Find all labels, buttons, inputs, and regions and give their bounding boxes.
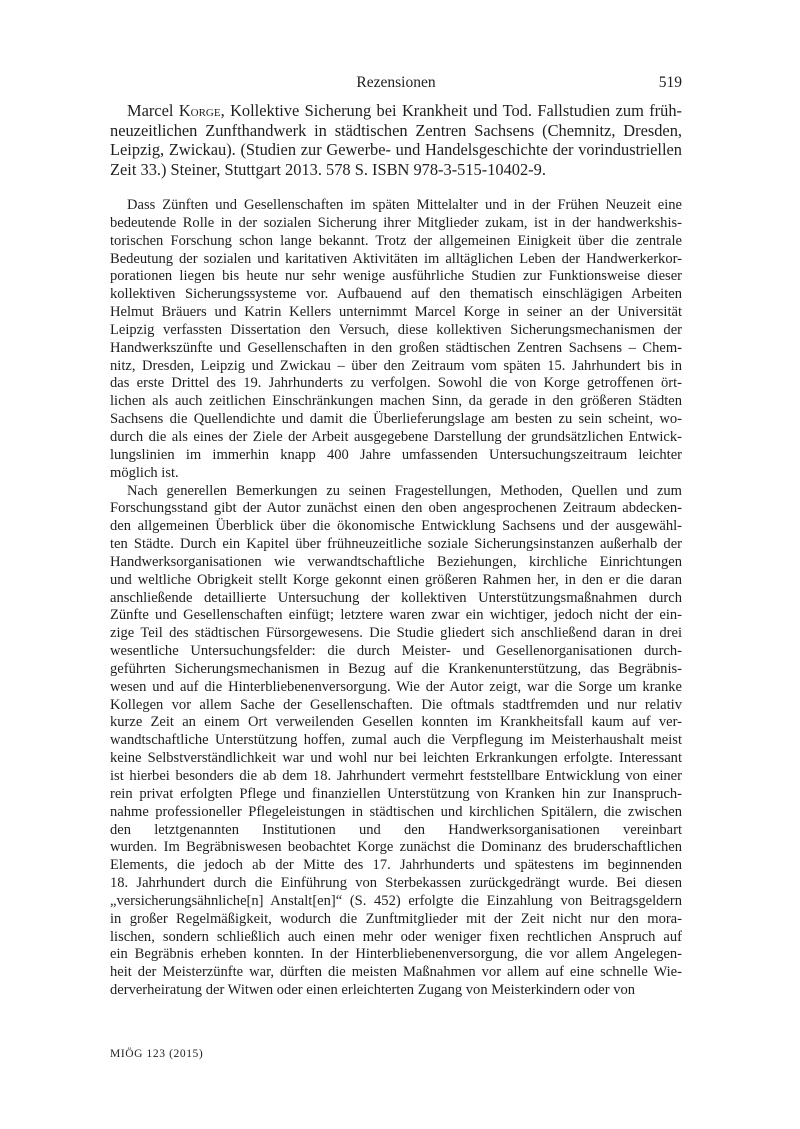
- paragraph-line: ten Städte. Durch ein Kapitel über frühneuzeitliche soziale Sicherungsinstanzen außerhalb der: [110, 536, 682, 553]
- paragraph-line: Kollegen vor allem Sache der Gesellenschaften. Die oftmals stadtfremden und nur relativ: [110, 696, 682, 713]
- paragraph-line: Leipzig verfassten Dissertation den Versuch, diese kollektiven Sicherungsmechanismen der: [110, 321, 682, 338]
- paragraph-line: wandtschaftliche Unterstützung hoffen, zumal auch die Verpflegung im Meisterhaushalt meist: [110, 732, 682, 749]
- citation-line: Leipzig, Zwickau). (Studien zur Gewerbe- und Handelsgeschichte der vorindustriellen: [110, 140, 682, 160]
- paragraph-line: anschließende detaillierte Untersuchung der kollektiven Unterstützungsmaßnahmen durch: [110, 589, 682, 606]
- paragraph-line: ist hierbei besonders die ab dem 18. Jahrhundert vermehrt feststellbare Entwicklung von einer: [110, 768, 682, 784]
- paragraph-line: zige Teil des städtischen Fürsorgewesens. Die Studie gliedert sich anschließend daran in drei: [110, 625, 682, 642]
- paragraph-line: nitz, Dresden, Leipzig und Zwickau – über den Zeitraum vom späten 15. Jahrhundert bis in: [110, 357, 682, 374]
- paragraph-line: Elements, die jedoch ab der Mitte des 17. Jahrhunderts und spätestens im beginnenden: [110, 857, 682, 874]
- paragraph-line: möglich ist.: [110, 464, 179, 481]
- paragraph-line: 18. Jahrhundert durch die Einführung von Sterbekassen zurückgedrängt wurde. Bei diesen: [110, 875, 682, 892]
- paragraph: [110, 197, 682, 483]
- paragraph-line: geführten Sicherungsmechanismen in Bezug auf die Krankenunterstützung, das Begräbnis-: [110, 660, 682, 677]
- paragraph-line: den allgemeinen Überblick über die ökonomische Entwicklung Sachsens und der ausgewähl-: [110, 518, 682, 535]
- paragraph-line: Bedeutung der sozialen und karitativen Aktivitäten im alltäglichen Leben der Handwerkerkor-: [110, 250, 682, 267]
- paragraph-line: durch die als eines der Ziele der Arbeit ausgegebene Darstellung der grundsätzlichen Entwick-: [110, 428, 682, 445]
- paragraph-line: Helmut Bräuers und Katrin Kellers unternimmt Marcel Korge in seiner an der Universität: [110, 304, 682, 321]
- paragraph-line: und weltliche Obrigkeit stellt Korge gekonnt einen größeren Rahmen her, in den er die daran: [110, 571, 682, 588]
- paragraph-line: Zünfte und Gesellenschaften einfügt; letztere waren zwar ein wichtiger, jedoch nicht der ein-: [110, 607, 682, 624]
- paragraph-line: porationen liegen bis heute nur sehr wenige ausführliche Studien zur Funktionsweise dieser: [110, 268, 682, 285]
- paragraph-line: keine Selbstverständlichkeit war und wohl nur bei leichten Erkrankungen erfolgte. Interessant: [110, 750, 682, 767]
- citation-line: Zeit 33.) Steiner, Stuttgart 2013. 578 S. ISBN 978-3-515-10402-9.: [110, 159, 546, 179]
- paragraph-line: lischen, sondern schließlich auch einen mehr oder weniger fixen rechtlichen Anspruch auf: [110, 928, 682, 945]
- paragraph-line: kollektiven Sicherungssysteme vor. Aufbauend auf den thematisch einschlägigen Arbeiten: [110, 286, 682, 303]
- citation-author-forename: Marcel: [127, 101, 179, 120]
- paragraph-line: den letztgenannten Institutionen und den Handwerksorganisationen vereinbart: [110, 821, 682, 838]
- citation-title-text: , Kollektive Sicherung bei Krankheit und Tod. Fallstudien zum früh-: [220, 101, 682, 120]
- paragraph-line: das erste Drittel des 19. Jahrhunderts zu verfolgen. Sowohl die von Korge getroffenen ört-: [110, 375, 682, 392]
- paragraph-line: heit der Meisterzünfte war, dürften die meisten Maßnahmen vor allem auf eine schnelle Wie-: [110, 964, 682, 981]
- paragraph-line: derverheiratung der Witwen oder einen erleichterten Zugang von Meisterkindern oder von: [110, 982, 636, 999]
- paragraph-line: lungslinien im immerhin knapp 400 Jahre umfassenden Untersuchungszeitraum leichter: [110, 446, 682, 463]
- paragraph-line: lichen als auch zeitlichen Einschränkungen machen Sinn, da gerade in den größeren Städten: [110, 393, 682, 410]
- paragraph-line: Nach generellen Bemerkungen zu seinen Fragestellungen, Methoden, Quellen und zum: [127, 482, 682, 499]
- paragraph-line: Handwerkszünfte und Gesellenschaften in den großen städtischen Zentren Sachsens – Chem-: [110, 339, 682, 356]
- running-title: Rezensionen: [356, 74, 436, 91]
- paragraph-line: Sachsens die Quellendichte und damit die Überlieferungslage am besten zu sein scheint, wo-: [110, 411, 682, 428]
- paragraph: [110, 483, 682, 1000]
- review-citation: [110, 101, 682, 179]
- paragraph-line: torischen Forschung schon lange bekannt. Trotz der allgemeinen Einigkeit über die zentrale: [110, 232, 682, 249]
- citation-line: neuzeitlichen Zunfthandwerk in städtischen Zentren Sachsens (Chemnitz, Dresden,: [110, 120, 682, 140]
- citation-author-surname: Korge: [178, 101, 221, 120]
- review-body: [110, 197, 682, 1000]
- paragraph-line: „versicherungsähnliche[n] Anstalt[en]“ (S. 452) erfolgte die Einzahlung von Beitragsgeldern: [110, 892, 682, 909]
- paragraph-line: Handwerksorganisationen wie verwandtschaftliche Beziehungen, kirchliche Einrichtungen: [110, 553, 682, 570]
- citation-line: [110, 101, 682, 121]
- paragraph-line: Dass Zünften und Gesellenschaften im späten Mittelalter und in der Frühen Neuzeit eine: [127, 197, 682, 213]
- paragraph-line: bedeutende Rolle in der sozialen Sicherung ihrer Mitglieder zukam, ist in der handwerkshis-: [110, 214, 682, 231]
- journal-footer: MIÖG 123 (2015): [110, 1048, 204, 1060]
- paragraph-line: ein Begräbnis erheben konnten. In der Hinterbliebenenversorgung, die vor allem Angelegen-: [110, 946, 682, 963]
- paragraph-line: wesen und auf die Hinterbliebenenversorgung. Wie der Autor zeigt, war die Sorge um kranke: [110, 678, 682, 695]
- page-number: 519: [658, 74, 682, 91]
- running-head: [110, 74, 682, 96]
- paragraph-line: kurze Zeit an einem Ort verweilenden Gesellen konnten im Krankheitsfall kaum auf ver-: [110, 714, 682, 731]
- paragraph-line: Forschungsstand gibt der Autor zunächst einen den oben angesprochenen Zeitraum abdecken-: [110, 500, 682, 517]
- paragraph-line: nahme professioneller Pflegeleistungen in städtischen und kirchlichen Spitälern, die zwischen: [110, 803, 682, 820]
- paragraph-line: rein privat erfolgten Pflege und finanziellen Unterstützung von Kranken hin zur Inanspruch-: [110, 785, 682, 802]
- paragraph-line: wesentliche Untersuchungsfelder: die durch Meister- und Gesellenorganisationen durch-: [110, 643, 682, 660]
- paragraph-line: wurden. Im Begräbniswesen beobachtet Korge zunächst die Dominanz des bruderschaftlichen: [110, 839, 682, 856]
- paragraph-line: in großer Regelmäßigkeit, wodurch die Zunftmitglieder mit der Zeit nicht nur den mora-: [110, 910, 682, 927]
